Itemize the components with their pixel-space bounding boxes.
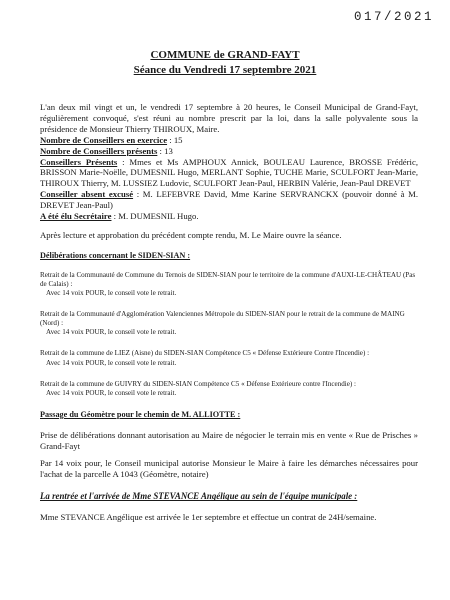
siden-heading: Délibérations concernant le SIDEN-SIAN : bbox=[40, 250, 191, 260]
exercice-value: : 15 bbox=[169, 134, 183, 145]
geometre-paragraph-1: Prise de délibérations donnant autorisation au Maire de négocier le terrain mis en vente « Rue de Prisches » Grand-Fayt bbox=[40, 429, 418, 451]
presents-label: Nombre de Conseillers présents bbox=[40, 145, 158, 156]
presents-value: : 13 bbox=[159, 145, 173, 156]
geometre-heading: Passage du Géomètre pour le chemin de M. ALLIOTTE : bbox=[40, 409, 241, 419]
exercice-line bbox=[40, 135, 418, 146]
document-body bbox=[40, 102, 418, 523]
presents-list-value: : Mmes et Ms AMPHOUX Annick, BOULEAU Laurence, BROSSE Frédéric, BRISSON Marie-Noëlle, DUMESNIL Hugo, MERLANT Sophie, TUCHE Marie, SCULFORT Jean-Marie, THIROUX Thierry, M. LUSSIEZ Ludovic, SCULFORT Jean-Paul, HERBIN Valérie, Jean-Paul DREVET bbox=[40, 156, 418, 189]
siden-item-2-text: Retrait de la Communauté d'Agglomération Valenciennes Métropole du SIDEN-SIAN pour le retrait de la commune de MAING (Nord) : bbox=[40, 310, 405, 328]
absent-label: Conseiller absent excusé bbox=[40, 189, 134, 200]
siden-item-1-text: Retrait de la Communauté de Commune du Ternois de SIDEN-SIAN pour le territoire de la commune d'AUXI-LE-CHÂTEAU (Pas de Calais) : bbox=[40, 270, 416, 288]
commune-title: COMMUNE de GRAND-FAYT bbox=[150, 49, 300, 61]
geometre-paragraph-2: Par 14 voix pour, le Conseil municipal autorise Monsieur le Maire à faire les démarches nécessaires pour l'achat de la parcelle A 1043 (Géomètre, notaire) bbox=[40, 457, 418, 479]
siden-item-4-vote: Avec 14 voix POUR, le conseil vote le retrait. bbox=[46, 388, 177, 397]
presents-list-label: Conseillers Présents bbox=[40, 156, 118, 167]
presents-line bbox=[40, 146, 418, 157]
rentree-heading: La rentrée et l'arrivée de Mme STEVANCE Angélique au sein de l'équipe municipale : bbox=[40, 491, 358, 502]
absent-value: : M. LEFEBVRE David, Mme Karine SERVRANCKX (pouvoir donné à M. DREVET Jean-Paul) bbox=[40, 189, 418, 211]
exercice-label: Nombre de Conseillers en exercice bbox=[40, 134, 168, 145]
secretaire-value: : M. DUMESNIL Hugo. bbox=[113, 211, 199, 222]
siden-item-3-text: Retrait de la commune de LIEZ (Aisne) du SIDEN-SIAN Compétence C5 « Défense Extérieure Contre l'Incendie) : bbox=[40, 349, 370, 358]
siden-item-2-vote: Avec 14 voix POUR, le conseil vote le retrait. bbox=[46, 328, 177, 337]
siden-item-1-vote: Avec 14 voix POUR, le conseil vote le retrait. bbox=[46, 289, 177, 298]
opening-paragraph: Après lecture et approbation du précédent compte rendu, M. Le Maire ouvre la séance. bbox=[40, 229, 342, 240]
presents-list bbox=[40, 157, 418, 190]
secretaire-label: A été élu Secrétaire bbox=[40, 211, 112, 222]
rentree-paragraph-1: Mme STEVANCE Angélique est arrivée le 1er septembre et effectue un contrat de 24H/semaine. bbox=[40, 512, 377, 523]
page-stamp: 017/2021 bbox=[353, 10, 434, 24]
secretaire-line bbox=[40, 211, 418, 222]
siden-item-3-vote: Avec 14 voix POUR, le conseil vote le retrait. bbox=[46, 358, 177, 367]
intro-paragraph: L'an deux mil vingt et un, le vendredi 17 septembre à 20 heures, le Conseil Municipal de Grand-Fayt, régulièrement convoqué, s'est réuni au nombre prescrit par la loi, dans la salle polyvalente sous la présidence de Monsieur Thierry THIROUX, Maire. bbox=[40, 102, 418, 134]
siden-item-4-text: Retrait de la commune de GUIVRY du SIDEN-SIAN Compétence C5 « Défense Extérieure contre l'Incendie) : bbox=[40, 379, 356, 388]
seance-title: Séance du Vendredi 17 septembre 2021 bbox=[133, 64, 317, 76]
absent-line bbox=[40, 189, 418, 211]
document-header bbox=[0, 48, 450, 78]
